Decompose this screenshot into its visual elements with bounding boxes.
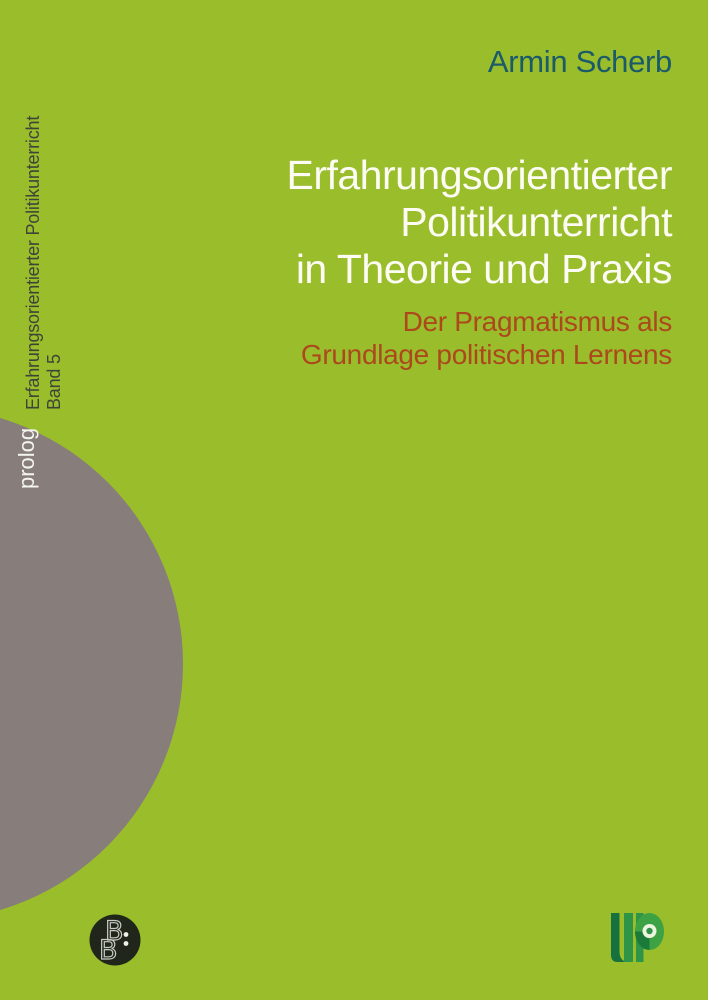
spine-series-title: Erfahrungsorientierter Politikunterricht xyxy=(23,115,43,410)
imprint-bar-mid xyxy=(624,913,633,962)
publisher-letter-b-upper: B xyxy=(105,916,124,947)
publisher-colon-dot-top xyxy=(124,932,129,937)
spine-volume: Band 5 xyxy=(44,354,64,410)
publisher-bb-monogram-icon xyxy=(89,914,141,966)
imprint-p-logo-icon xyxy=(606,907,668,965)
author-name: Armin Scherb xyxy=(487,44,672,79)
publisher-colon-dot-bottom xyxy=(124,941,129,946)
title-line-2: Politikunterricht xyxy=(400,199,672,245)
subtitle-line-2: Grundlage politischen Lernens xyxy=(300,339,672,370)
title-line-1: Erfahrungsorientierter xyxy=(286,152,672,198)
book-title xyxy=(286,152,672,293)
spine-text-block xyxy=(23,116,65,410)
subtitle-line-1: Der Pragmatismus als xyxy=(402,306,672,337)
book-subtitle xyxy=(301,305,672,371)
title-line-3: in Theorie und Praxis xyxy=(295,246,672,292)
series-name: prolog xyxy=(14,427,39,489)
publisher-letter-b-lower: B xyxy=(99,935,118,966)
imprint-ring-dot xyxy=(646,928,652,934)
